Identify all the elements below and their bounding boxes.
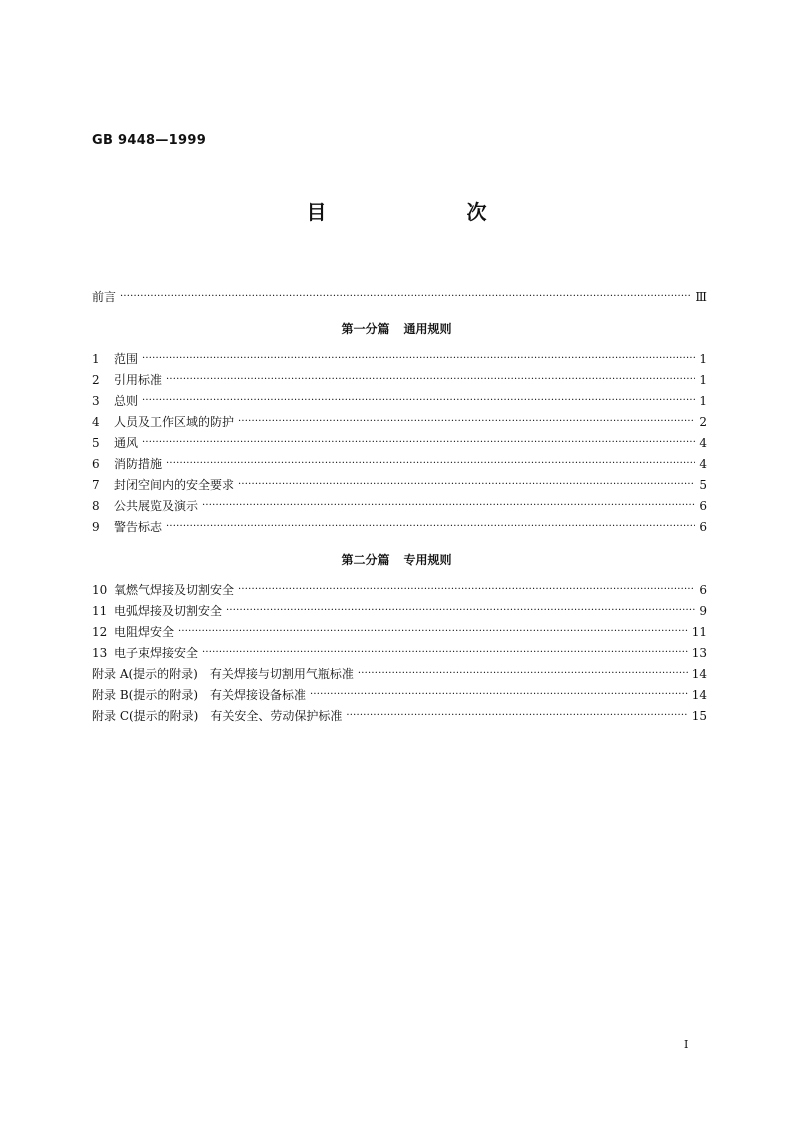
toc-entry-label: 封闭空间内的安全要求: [114, 478, 235, 492]
toc-entry-number: 5: [92, 436, 100, 450]
toc-entry-page: Ⅲ: [695, 290, 707, 304]
toc-entry[interactable]: [92, 434, 707, 452]
toc-entry-annex-a[interactable]: [92, 665, 707, 683]
part1-heading: [0, 320, 793, 337]
toc-entry-page: 14: [691, 688, 707, 702]
toc-entry-number: 11: [92, 604, 108, 618]
toc-entry-number: 4: [92, 415, 100, 429]
toc-entry-number: 2: [92, 373, 100, 387]
standard-code: GB 9448—1999: [92, 133, 207, 148]
toc-entry-page: 1: [699, 373, 707, 387]
toc-title: 目 次: [306, 200, 547, 224]
dot-leader: [346, 707, 687, 725]
toc-entry-number: 9: [92, 520, 100, 534]
toc-entry-label: 附录 C(提示的附录) 有关安全、劳动保护标准: [92, 709, 343, 723]
toc-entry-page: 2: [699, 415, 707, 429]
dot-leader: [166, 518, 695, 536]
part1-heading-part: 第一分篇: [341, 322, 390, 336]
toc-entry[interactable]: [92, 392, 707, 410]
toc-entry-number: 12: [92, 625, 108, 639]
toc-entry-page: 6: [699, 499, 707, 513]
toc-entry-label: 电弧焊接及切割安全: [114, 604, 223, 618]
dot-leader: [120, 288, 691, 306]
toc-entry-label: 前言: [92, 290, 117, 304]
toc-entry-label: 消防措施: [114, 457, 163, 471]
dot-leader: [202, 644, 688, 662]
part2-heading-part: 第二分篇: [341, 553, 390, 567]
toc-entry[interactable]: [92, 455, 707, 473]
toc-entry-label: 公共展览及演示: [114, 499, 199, 513]
dot-leader: [166, 371, 695, 389]
dot-leader: [142, 392, 695, 410]
toc-entry[interactable]: [92, 602, 707, 620]
toc-entry[interactable]: [92, 581, 707, 599]
toc-entry-label: 总则: [114, 394, 139, 408]
page-number: I: [684, 1038, 689, 1051]
toc-entry-number: 1: [92, 352, 100, 366]
toc-entry-label: 通风: [114, 436, 139, 450]
dot-leader: [202, 497, 695, 515]
toc-entry[interactable]: [92, 371, 707, 389]
toc-entry-page: 14: [691, 667, 707, 681]
toc-entry-page: 15: [691, 709, 707, 723]
toc-entry-page: 5: [699, 478, 707, 492]
toc-entry[interactable]: [92, 350, 707, 368]
toc-entry-label: 人员及工作区域的防护: [114, 415, 235, 429]
dot-leader: [142, 350, 695, 368]
toc-entry-page: 1: [699, 352, 707, 366]
toc-entry-label: 附录 B(提示的附录) 有关焊接设备标准: [92, 688, 306, 702]
dot-leader: [238, 413, 695, 431]
toc-entry[interactable]: [92, 518, 707, 536]
dot-leader: [226, 602, 695, 620]
toc-entry-page: 1: [699, 394, 707, 408]
dot-leader: [310, 686, 688, 704]
toc-entry-page: 9: [699, 604, 707, 618]
toc-entry-number: 10: [92, 583, 108, 597]
toc-entry-label: 附录 A(提示的附录) 有关焊接与切割用气瓶标准: [92, 667, 354, 681]
toc-entry-label: 范围: [114, 352, 139, 366]
toc-entry[interactable]: [92, 413, 707, 431]
toc-entry-annex-b[interactable]: [92, 686, 707, 704]
toc-entry-label: 引用标准: [114, 373, 163, 387]
toc-entry-page: 6: [699, 520, 707, 534]
toc-entry-page: 6: [699, 583, 707, 597]
toc-entry-number: 8: [92, 499, 100, 513]
toc-entry-page: 13: [691, 646, 707, 660]
toc-entry-label: 氧燃气焊接及切割安全: [114, 583, 235, 597]
toc-entry-number: 6: [92, 457, 100, 471]
dot-leader: [358, 665, 688, 683]
toc-entry[interactable]: [92, 476, 707, 494]
toc-entry-label: 警告标志: [114, 520, 163, 534]
dot-leader: [238, 476, 695, 494]
toc-entry-number: 7: [92, 478, 100, 492]
dot-leader: [238, 581, 695, 599]
toc-entry-page: 11: [691, 625, 707, 639]
part2-heading: [0, 551, 793, 568]
toc-entry[interactable]: [92, 497, 707, 515]
toc-entry-preface[interactable]: [92, 288, 707, 306]
toc-entry-page: 4: [699, 457, 707, 471]
toc-entry[interactable]: [92, 623, 707, 641]
toc-entry-annex-c[interactable]: [92, 707, 707, 725]
toc-entry-label: 电阻焊安全: [114, 625, 175, 639]
dot-leader: [142, 434, 695, 452]
toc-entry-number: 3: [92, 394, 100, 408]
dot-leader: [178, 623, 688, 641]
toc-entry-number: 13: [92, 646, 108, 660]
part1-heading-title: 通用规则: [403, 322, 452, 336]
part2-heading-title: 专用规则: [403, 553, 452, 567]
toc-entry[interactable]: [92, 644, 707, 662]
toc-entry-label: 电子束焊接安全: [114, 646, 199, 660]
dot-leader: [166, 455, 695, 473]
toc-entry-page: 4: [699, 436, 707, 450]
